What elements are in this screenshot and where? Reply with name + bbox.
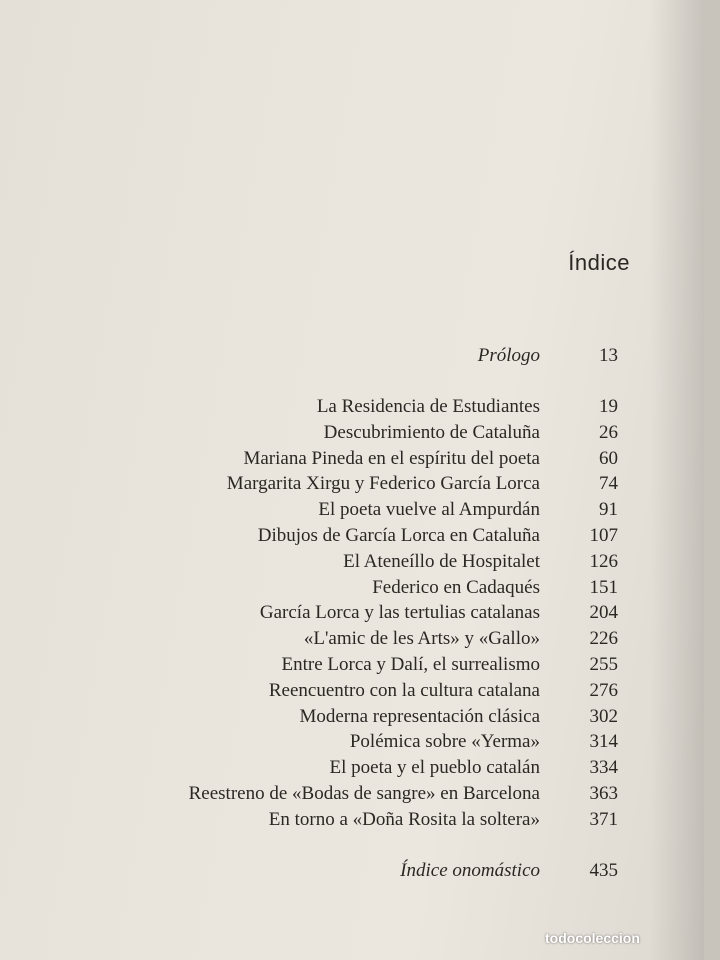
toc-entry-title: Reencuentro con la cultura catalana <box>268 679 540 701</box>
toc-list <box>60 396 630 835</box>
toc-entry-title: Índice onomástico <box>400 860 540 881</box>
toc-entry-page: 151 <box>589 576 618 598</box>
toc-entry-page: 60 <box>599 447 618 469</box>
toc-row <box>60 551 630 577</box>
toc-row <box>60 680 630 706</box>
toc-entry-title: En torno a «Doña Rosita la soltera» <box>268 808 540 830</box>
toc-entry-title: El poeta y el pueblo catalán <box>329 757 540 779</box>
toc-entry-title: Polémica sobre «Yerma» <box>349 731 540 753</box>
toc-entry-title: Reestreno de «Bodas de sangre» en Barcelona <box>188 782 540 804</box>
toc-entry-page: 13 <box>599 345 618 366</box>
toc-entry-page: 126 <box>589 550 618 572</box>
toc-entry-page: 74 <box>599 473 618 495</box>
toc-entry-title: «L'amic de les Arts» y «Gallo» <box>303 628 540 650</box>
toc-row <box>60 654 630 680</box>
toc-entry-title: El poeta vuelve al Ampurdán <box>318 499 540 521</box>
toc-row <box>60 860 630 886</box>
toc-row <box>60 525 630 551</box>
toc-entry-page: 226 <box>589 628 618 650</box>
toc-row <box>60 422 630 448</box>
toc-entry-title: Entre Lorca y Dalí, el surrealismo <box>281 653 540 675</box>
toc-row <box>60 396 630 422</box>
toc-entry-page: 204 <box>589 602 618 624</box>
toc-row <box>60 731 630 757</box>
toc-entry-title: La Residencia de Estudiantes <box>316 396 540 417</box>
toc-row <box>60 602 630 628</box>
toc-row <box>60 757 630 783</box>
toc-entry-page: 371 <box>589 808 618 830</box>
toc-index <box>60 860 630 886</box>
toc-entry-page: 107 <box>589 524 618 546</box>
toc-entry-title: García Lorca y las tertulias catalanas <box>259 602 540 624</box>
page-title: Índice <box>568 250 630 275</box>
toc-entry-page: 255 <box>589 653 618 675</box>
toc-row <box>60 448 630 474</box>
toc-entry-page: 363 <box>589 782 618 804</box>
toc-row <box>60 473 630 499</box>
toc-entry-page: 314 <box>589 731 618 753</box>
toc-row <box>60 345 630 371</box>
toc-row <box>60 577 630 603</box>
toc-entry-page: 334 <box>589 757 618 779</box>
toc-entry-title: Margarita Xirgu y Federico García Lorca <box>226 473 540 495</box>
toc-entry-page: 19 <box>599 396 618 417</box>
toc-entry-title: Moderna representación clásica <box>299 705 540 727</box>
toc-row <box>60 783 630 809</box>
toc-entry-page: 91 <box>599 499 618 521</box>
page-edge <box>704 0 720 960</box>
toc-entry-title: Descubrimiento de Cataluña <box>323 421 540 443</box>
toc-entry-page: 276 <box>589 679 618 701</box>
toc-entry-title: El Ateneíllo de Hospitalet <box>343 550 540 572</box>
toc-entry-page: 302 <box>589 705 618 727</box>
toc-row <box>60 706 630 732</box>
toc-prologue <box>60 345 630 371</box>
toc-entry-title: Dibujos de García Lorca en Cataluña <box>257 524 540 546</box>
watermark: todocoleccion <box>545 930 640 946</box>
toc-entry-title: Mariana Pineda en el espíritu del poeta <box>243 447 540 469</box>
toc-entry-title: Federico en Cadaqués <box>372 576 540 598</box>
toc-row <box>60 499 630 525</box>
toc-row <box>60 809 630 835</box>
toc-entry-title: Prólogo <box>477 345 540 366</box>
toc-entry-page: 435 <box>589 860 618 881</box>
toc-row <box>60 628 630 654</box>
toc-entry-page: 26 <box>599 421 618 443</box>
